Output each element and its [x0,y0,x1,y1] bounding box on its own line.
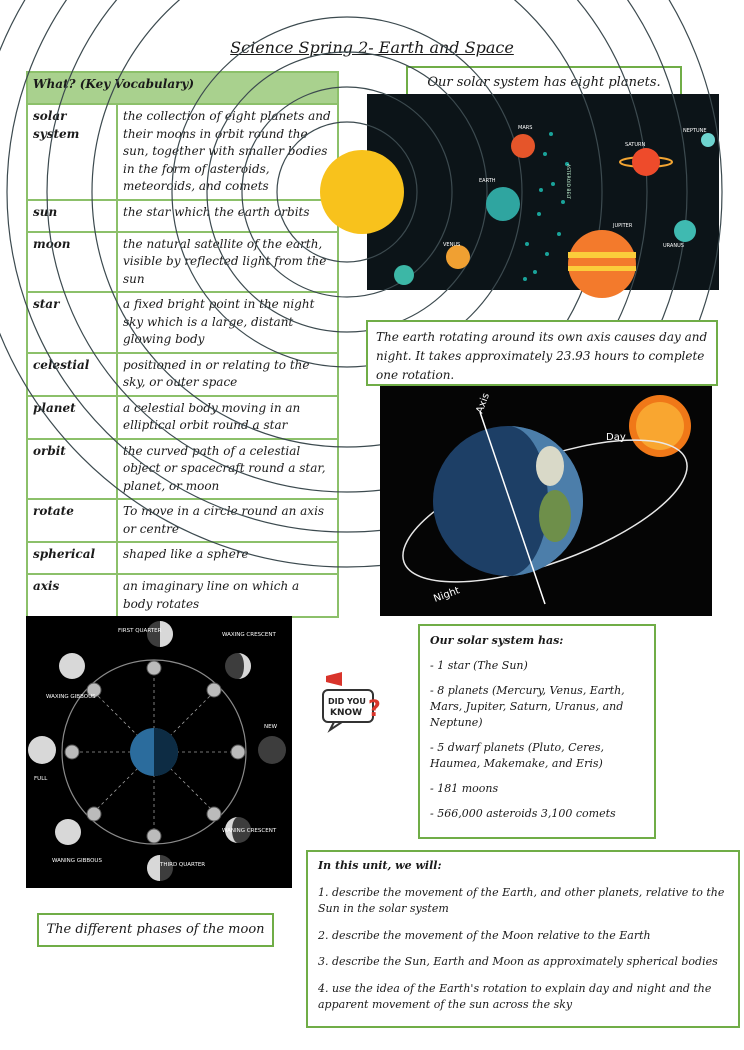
list-item: - 566,000 asteroids 3,100 comets [430,807,616,820]
vocab-term: rotate [27,499,117,542]
table-row [27,200,338,232]
table-row [27,292,338,353]
table-row [27,396,338,439]
did-you-know-line1: DID YOU [328,697,366,706]
day-label: Day [606,432,626,443]
vocab-definition: the natural satellite of the earth, visible by reflected light from the sun [117,232,338,293]
solar-system-caption: Our solar system has eight planets. [406,66,682,100]
table-row [27,232,338,293]
full-moon-icon [28,736,56,764]
table-row [27,353,338,396]
list-item: 4. use the idea of the Earth's rotation to explain day and night and the apparent movement of the sun across the sky [318,981,712,1011]
uranus-icon [674,220,696,242]
new-label: NEW [264,724,278,730]
vocab-term: sun [27,200,117,232]
mars-label: MARS [518,125,533,131]
list-item: - 5 dwarf planets (Pluto, Ceres, Haumea, Makemake, and Eris) [430,741,604,770]
table-row [27,499,338,542]
vocab-definition: a celestial body moving in an elliptical orbit round a star [117,396,338,439]
vocab-term: planet [27,396,117,439]
list-item: - 181 moons [430,782,499,795]
mars-icon [511,134,535,158]
mercury-label: MERCURY [394,291,419,297]
asteroid-belt-label: ASTEROID BELT [565,164,570,199]
question-mark-icon: ? [368,697,381,722]
axis-label: Axis [474,391,492,416]
list-item: 3. describe the Sun, Earth and Moon as approximately spherical bodies [318,955,718,968]
first-quarter-label: FIRST QUARTER [118,628,162,634]
vocab-term: axis [27,574,117,617]
vocab-term: moon [27,232,117,293]
vocab-definition: the star which the earth orbits [117,200,338,232]
waxing-gibbous-moon-icon [59,653,85,679]
megaphone-icon [326,672,342,686]
vocab-definition: shaped like a sphere [117,542,338,574]
earth-rotation-text: The earth rotating around its own axis causes day and night. It takes approximately 23.93 hours to complete one rotation. [366,320,718,386]
mercury-icon [394,265,414,285]
vocabulary-header: What? (Key Vocabulary) [27,72,338,104]
vocab-definition: a fixed bright point in the night sky which is a large, distant glowing body [117,292,338,353]
uranus-label: URANUS [663,243,684,249]
earth-label: EARTH [479,178,496,184]
vocab-term: solar system [27,104,117,200]
vocab-definition: an imaginary line on which a body rotates [117,574,338,617]
solar-system-image [367,94,719,297]
jupiter-label: JUPITER [613,223,633,229]
new-moon-icon [258,736,286,764]
venus-label: VENUS [443,242,461,248]
solar-system-facts [418,624,656,839]
moon-phases-caption: The different phases of the moon [37,913,274,947]
waning-crescent-label: WANING CRESCENT [222,828,277,834]
did-you-know-line2: KNOW [330,708,363,718]
venus-icon [446,245,470,269]
table-row [27,542,338,574]
neptune-icon [701,133,715,147]
facts-heading: Our solar system has: [430,634,564,647]
earth-icon [486,187,520,221]
waxing-crescent-label: WAXING CRESCENT [222,632,276,638]
unit-objectives [306,850,740,1028]
vocab-term: star [27,292,117,353]
moon-phases-image [26,616,292,888]
table-row [27,574,338,617]
vocabulary-table [26,71,339,618]
waning-gibbous-moon-icon [55,819,81,845]
vocab-definition: the curved path of a celestial object or spacecraft round a star, planet, or moon [117,439,338,500]
vocab-term: celestial [27,353,117,396]
list-item: - 1 star (The Sun) [430,659,528,672]
table-row [27,104,338,200]
earth-rotation-image [380,386,712,616]
vocab-definition: positioned in or relating to the sky, or outer space [117,353,338,396]
full-label: FULL [34,776,48,782]
vocab-term: spherical [27,542,117,574]
night-label: Night [432,585,462,605]
sun-icon [320,150,404,234]
vocab-definition: the collection of eight planets and their moons in orbit round the sun, together with smaller bodies in the form of asteroids, meteoroids, and comets [117,104,338,200]
third-quarter-label: THIRD QUARTER [160,862,206,868]
waxing-gibbous-label: WAXING GIBBOUS [46,694,96,700]
unit-heading: In this unit, we will: [318,859,442,872]
neptune-label: NEPTUNE [683,128,707,134]
saturn-label: SATURN [625,142,646,148]
list-item: 1. describe the movement of the Earth, and other planets, relative to the Sun in the solar system [318,885,725,915]
did-you-know-badge [320,672,386,732]
waning-gibbous-label: WANING GIBBOUS [52,858,102,864]
list-item: 2. describe the movement of the Moon relative to the Earth [318,928,651,942]
vocab-term: orbit [27,439,117,500]
vocab-definition: To move in a circle round an axis or centre [117,499,338,542]
list-item: - 8 planets (Mercury, Venus, Earth, Mars, Jupiter, Saturn, Uranus, and Neptune) [430,684,625,729]
jupiter-icon [568,230,636,298]
page-title: Science Spring 2- Earth and Space [230,38,514,57]
